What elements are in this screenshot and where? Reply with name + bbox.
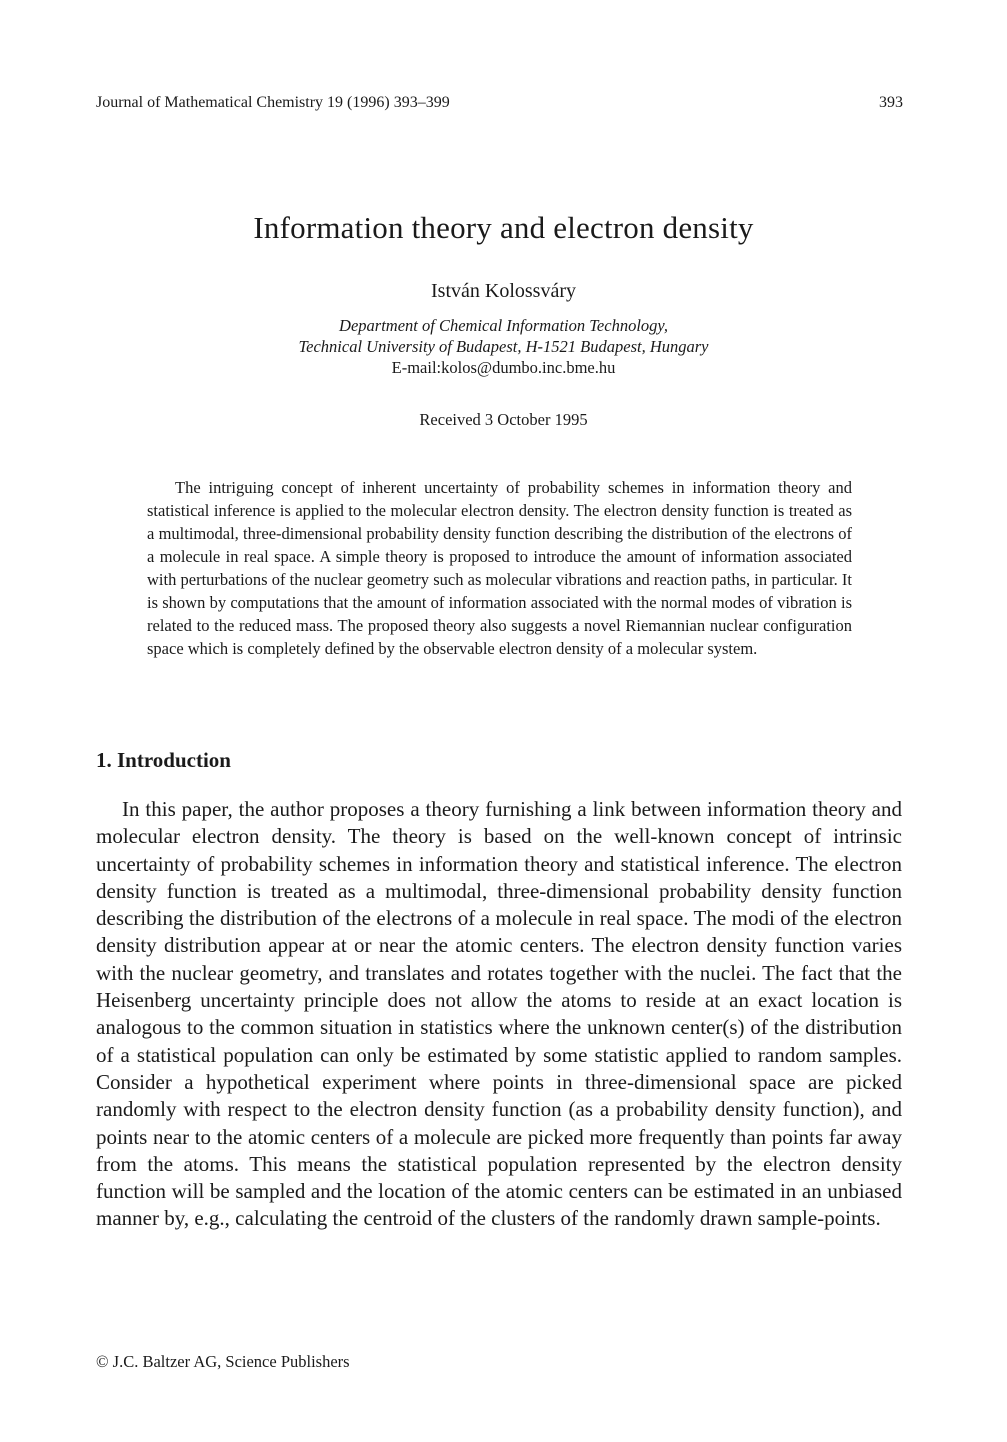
- introduction-paragraph: In this paper, the author proposes a theory furnishing a link between information theory and molecular electron density. The theory is based on the well-known concept of intrinsic uncertainty of probability schemes in information theory and statistical inference. The electron density function is treated as a multimodal, three-dimensional probability density function describing the distribution of the electrons of a molecule in real space. The modi of the electron density distribution appear at or near the atomic centers. The electron density function varies with the nuclear geometry, and translates and rotates together with the nuclei. The fact that the Heisenberg uncertainty principle does not allow the atoms to reside at an exact location is analogous to the common situation in statistics where the unknown center(s) of the distribution of a statistical population can only be estimated by some statistic applied to random samples. Consider a hypothetical experiment where points in three-dimensional space are picked randomly with respect to the electron density function (as a probability density function), and points near to the atomic centers of a molecule are picked more frequently than points far away from the atoms. This means the statistical population represented by the electron density function will be sampled and the location of the atomic centers can be estimated in an unbiased manner by, e.g., calculating the centroid of the clusters of the randomly drawn sample-points.: [96, 797, 902, 1231]
- paper-title: Information theory and electron density: [253, 210, 754, 245]
- affiliation-university: Technical University of Budapest, H-1521 Budapest, Hungary: [298, 337, 709, 356]
- copyright-footer: © J.C. Baltzer AG, Science Publishers: [96, 1352, 350, 1371]
- received-date: Received 3 October 1995: [419, 410, 588, 429]
- affiliation: [0, 315, 1007, 378]
- page-number: 393: [879, 94, 903, 111]
- running-head: [96, 94, 903, 116]
- journal-citation: Journal of Mathematical Chemistry 19 (1996) 393–399: [96, 94, 450, 111]
- section-heading: 1. Introduction: [96, 748, 231, 772]
- author-name: István Kolossváry: [431, 280, 576, 302]
- abstract: The intriguing concept of inherent uncertainty of probability schemes in information theory and statistical inference is applied to the molecular electron density. The electron density function is treated as a multimodal, three-dimensional probability density function describing the distribution of the electrons of a molecule in real space. A simple theory is proposed to introduce the amount of information associated with perturbations of the nuclear geometry such as molecular vibrations and reaction paths, in particular. It is shown by computations that the amount of information associated with the normal modes of vibration is related to the reduced mass. The proposed theory also suggests a novel Riemannian nuclear configuration space which is completely defined by the observable electron density of a molecular system.: [147, 478, 852, 658]
- author-email: E-mail:kolos@dumbo.inc.bme.hu: [391, 358, 616, 377]
- affiliation-department: Department of Chemical Information Technology,: [339, 316, 668, 335]
